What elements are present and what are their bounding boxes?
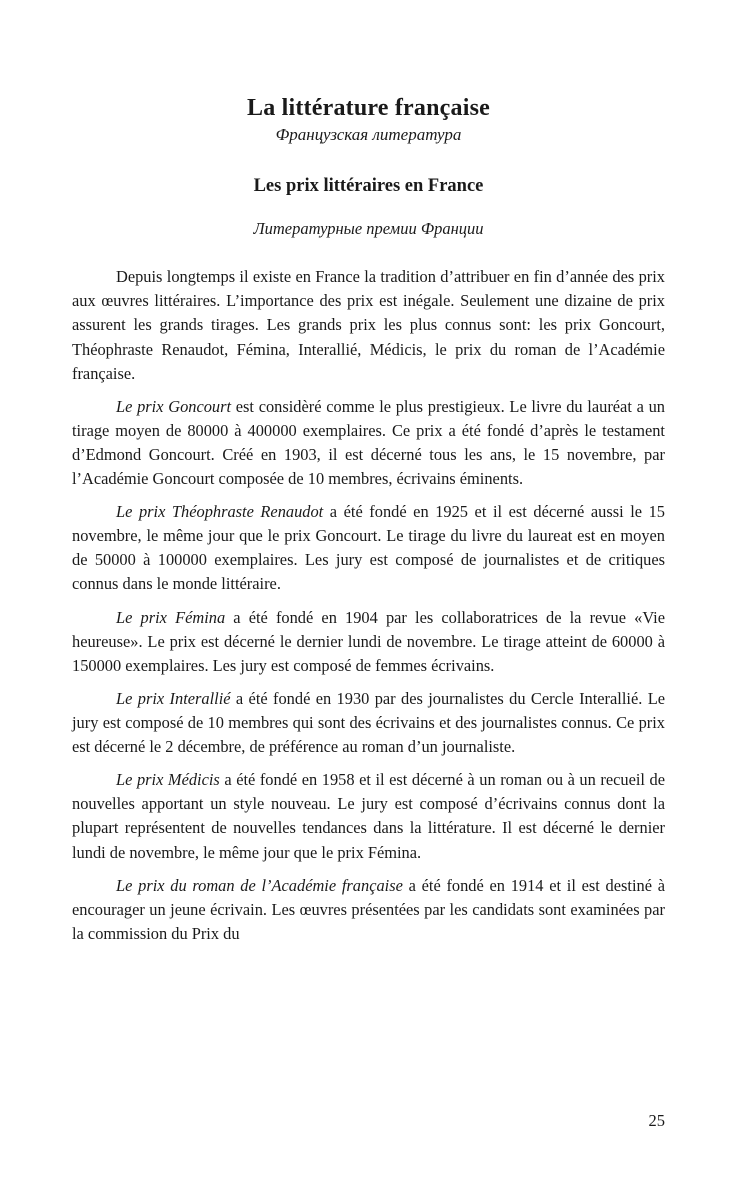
page-content xyxy=(72,94,665,946)
paragraph-text: Depuis longtemps il existe en France la tradition d’attribuer en fin d’année des prix aux œuvres littéraires. L’importance des prix est inégale. Seulement une dizaine de prix assurent les grands tirages. Les grands prix les plus connus sont: les prix Goncourt, Théophraste Renaudot, Fémina, Interallié, Médicis, le prix du roman de l’Académie française. xyxy=(72,267,665,383)
paragraph-renaudot xyxy=(72,500,665,596)
paragraph-goncourt xyxy=(72,395,665,491)
prize-name-academie: Le prix du roman de l’Académie française xyxy=(116,875,403,895)
prize-name-renaudot: Le prix Théophraste Renaudot xyxy=(116,502,324,522)
prize-name-interallie: Le prix Interallié xyxy=(116,688,231,708)
prize-name-femina: Le prix Fémina xyxy=(116,607,226,627)
paragraph-intro xyxy=(72,265,665,386)
prize-name-goncourt: Le prix Goncourt xyxy=(116,396,232,416)
paragraph-text: a été fondé en 1958 et il est décerné à un roman ou à un recueil de nouvelles apportant un style nouveau. Le jury est composé d’écrivains connus dont la plupart représentent de nouvelles tendances dans la littérature. Il est décerné le dernier lundi de novembre, le même jour que le prix Fémina. xyxy=(72,770,665,862)
prize-name-medicis: Le prix Médicis xyxy=(116,770,220,790)
paragraph-text: a été fondé en 1930 par des journalistes du Cercle Interallié. Le jury est composé de 10 membres qui sont des écrivains et des journalistes connus. Ce prix est décerné le 2 décembre, de préférence au roman d’un journaliste. xyxy=(72,688,665,757)
paragraph-text: a été fondé en 1904 par les collaboratrices de la revue «Vie heureuse». Le prix est décerné le dernier lundi de novembre. Le tirage atteint de 60000 à 150000 exemplaires. Les jury est composé de femmes écrivains. xyxy=(72,607,665,675)
page-title-russian: Французская литература xyxy=(275,124,462,144)
paragraph-text: a été fondé en 1914 et il est destiné à encourager un jeune écrivain. Les œuvres présentées par les candidats sont examinées par la commission du Prix du xyxy=(72,875,665,943)
page-title-french: La littérature française xyxy=(247,95,490,121)
section-title-french: Les prix littéraires en France xyxy=(253,176,484,197)
section-title-russian: Литературные премии Франции xyxy=(253,219,484,239)
paragraph-text: a été fondé en 1925 et il est décerné aussi le 15 novembre, le même jour que le prix Goncourt. Le tirage du livre du laureat est en moyen de 50000 à 100000 exemplaires. Les jury est composé de journalistes et de critiques connus dans le monde littéraire. xyxy=(72,502,666,594)
paragraph-academie xyxy=(72,874,665,946)
paragraph-femina xyxy=(72,606,665,678)
paragraph-medicis xyxy=(72,768,665,864)
paragraph-interallie xyxy=(72,687,665,759)
page-number: 25 xyxy=(648,1110,665,1130)
paragraph-text: est considèré comme le plus prestigieux. Le livre du lauréat a un tirage moyen de 80000 à 400000 exemplaires. Ce prix a été fondé d’après le testament d’Edmond Goncourt. Créé en 1903, il est décerné tous les ans, le 15 novembre, par l’Académie Goncourt composée de 10 membres, écrivains éminents. xyxy=(72,396,665,489)
